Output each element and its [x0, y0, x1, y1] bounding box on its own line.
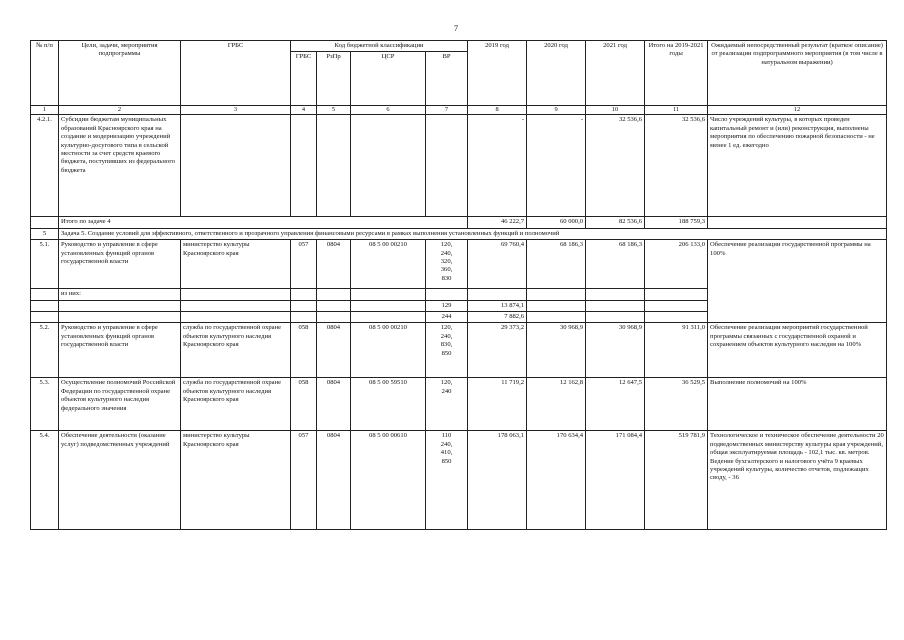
row-rzpr: 0804 — [317, 431, 351, 530]
row-goal: Осуществление полномочий Российской Федерации по государственной охране объектов культурного наследия федерального значения — [59, 378, 181, 431]
sub-2019: 13 874,1 — [468, 300, 527, 311]
vr-item: 120, — [440, 324, 453, 332]
vr-item: 120, — [440, 379, 453, 387]
sub-2021 — [586, 312, 645, 323]
header-row — [31, 41, 887, 52]
row-goal: Руководство и управление в сфере установленных функций органов государственной власти — [59, 240, 181, 289]
sub-csr — [351, 289, 426, 300]
vr-item: 240, — [440, 440, 453, 448]
col-number: 1 — [31, 106, 59, 115]
sub-total — [645, 289, 708, 300]
header-no: № п/п — [31, 41, 59, 106]
row-csr: 08 5 00 00210 — [351, 323, 426, 378]
row-grbs: служба по государственной охране объектов культурного наследия Красноярского края — [181, 378, 291, 431]
row-2021: 68 186,3 — [586, 240, 645, 289]
vr-item: 360, — [440, 266, 453, 274]
row-grbs: министерство культуры Красноярского края — [181, 431, 291, 530]
vr-item: 850 — [441, 349, 452, 357]
sub-no — [31, 289, 59, 300]
row-result: Обеспечение реализации государственной программы на 100% — [708, 240, 887, 323]
sub-2021 — [586, 300, 645, 311]
row-csr: 08 5 00 00610 — [351, 431, 426, 530]
sub-goal — [59, 312, 181, 323]
sub-grbs — [181, 312, 291, 323]
row-total: 206 133,0 — [645, 240, 708, 289]
header-sub-grbs: ГРБС — [291, 52, 317, 106]
row-vr — [426, 323, 468, 378]
total-no — [31, 217, 59, 228]
total-2019: 46 222,7 — [468, 217, 527, 228]
row-rzpr — [317, 115, 351, 217]
row-rzpr: 0804 — [317, 323, 351, 378]
task-text: Задача 5. Создание условий для эффективного, ответственного и прозрачного управления финансовыми ресурсами в рамках выполнения установленных функций и полномочий — [59, 228, 887, 239]
row-total: 91 311,0 — [645, 323, 708, 378]
row-code: 057 — [291, 431, 317, 530]
total-total: 188 759,3 — [645, 217, 708, 228]
page-number: 7 — [454, 24, 458, 33]
col-number: 9 — [527, 106, 586, 115]
sub-2019: 7 882,6 — [468, 312, 527, 323]
sub-goal — [59, 300, 181, 311]
row-grbs — [181, 115, 291, 217]
sub-rzpr — [317, 312, 351, 323]
row-total: 32 536,6 — [645, 115, 708, 217]
sub-grbs — [181, 289, 291, 300]
row-result: Выполнение полномочий на 100% — [708, 378, 887, 431]
task-row — [31, 228, 887, 239]
row-vr — [426, 240, 468, 289]
vr-item: 240 — [441, 387, 452, 395]
row-code: 057 — [291, 240, 317, 289]
table-row — [31, 431, 887, 530]
header-2020: 2020 год — [527, 41, 586, 106]
header-2019: 2019 год — [468, 41, 527, 106]
col-number: 2 — [59, 106, 181, 115]
col-number: 7 — [426, 106, 468, 115]
col-number: 6 — [351, 106, 426, 115]
row-2020: 68 186,3 — [527, 240, 586, 289]
row-no: 5.2. — [31, 323, 59, 378]
header-kbk: Код бюджетной классификации — [291, 41, 468, 52]
row-grbs: министерство культуры Красноярского края — [181, 240, 291, 289]
row-goal: Субсидии бюджетам муниципальных образований Красноярского края на создание и модернизацию учреждений культурно-досугового типа в сельской местности за счет средств краевого бюджета, поступивших из федерального бюджета — [59, 115, 181, 217]
header-sub-rzpr: РзПр — [317, 52, 351, 106]
row-no: 5.4. — [31, 431, 59, 530]
row-vr — [426, 378, 468, 431]
total-2020: 60 000,0 — [527, 217, 586, 228]
row-result: Число учреждений культуры, в которых проведен капитальный ремонт и (или) реконструкция, выполнены мероприятия по обеспечению пожарной безопасности - не менее 1 ед. ежегодно — [708, 115, 887, 217]
col-number: 3 — [181, 106, 291, 115]
row-2019: 11 719,2 — [468, 378, 527, 431]
row-code: 058 — [291, 378, 317, 431]
row-code — [291, 115, 317, 217]
vr-item: 110 — [441, 432, 452, 440]
sub-vr: 129 — [426, 300, 468, 311]
table-row — [31, 240, 887, 289]
sub-2020 — [527, 300, 586, 311]
row-rzpr: 0804 — [317, 240, 351, 289]
sub-csr — [351, 312, 426, 323]
row-result: Обеспечение реализации мероприятий государственной программы связанных с государственной охраной и сохранением объектов культурного наследия на 100% — [708, 323, 887, 378]
row-2019: 178 063,1 — [468, 431, 527, 530]
col-number: 4 — [291, 106, 317, 115]
row-vr — [426, 115, 468, 217]
sub-2020 — [527, 289, 586, 300]
sub-total — [645, 300, 708, 311]
header-grbs: ГРБС — [181, 41, 291, 106]
header-result: Ожидаемый непосредственный результат (краткое описание) от реализации подпрограммного мероприятия (в том числе в натуральном выражении) — [708, 41, 887, 106]
total-2021: 82 536,6 — [586, 217, 645, 228]
row-2020: 12 162,8 — [527, 378, 586, 431]
row-2020: 30 968,9 — [527, 323, 586, 378]
row-vr — [426, 431, 468, 530]
sub-2021 — [586, 289, 645, 300]
row-2021: 32 536,6 — [586, 115, 645, 217]
col-number: 11 — [645, 106, 708, 115]
row-code: 058 — [291, 323, 317, 378]
header-sub-csr: ЦСР — [351, 52, 426, 106]
vr-item: 850 — [441, 457, 452, 465]
sub-rzpr — [317, 300, 351, 311]
sub-code — [291, 312, 317, 323]
col-number: 10 — [586, 106, 645, 115]
row-2019: 29 373,2 — [468, 323, 527, 378]
sub-code — [291, 300, 317, 311]
budget-table — [30, 40, 887, 530]
sub-vr — [426, 289, 468, 300]
sub-code — [291, 289, 317, 300]
total-label: Итого по задаче 4 — [59, 217, 468, 228]
total-result — [708, 217, 887, 228]
sub-total — [645, 312, 708, 323]
col-number: 8 — [468, 106, 527, 115]
vr-item: 240, — [440, 332, 453, 340]
row-rzpr: 0804 — [317, 378, 351, 431]
sub-vr: 244 — [426, 312, 468, 323]
vr-item: 320, — [440, 258, 453, 266]
vr-item: 830 — [441, 274, 452, 282]
vr-item: 120, — [440, 241, 453, 249]
row-2021: 171 084,4 — [586, 431, 645, 530]
row-csr: 08 5 00 59510 — [351, 378, 426, 431]
sub-label: из них: — [59, 289, 181, 300]
column-number-row — [31, 106, 887, 115]
vr-item: 830, — [440, 341, 453, 349]
row-no: 5.3. — [31, 378, 59, 431]
row-grbs: служба по государственной охране объектов культурного наследия Красноярского края — [181, 323, 291, 378]
table-row — [31, 323, 887, 378]
table-row — [31, 115, 887, 217]
row-no: 4.2.1. — [31, 115, 59, 217]
sub-no — [31, 312, 59, 323]
header-goal: Цели, задачи, мероприятия подпрограммы — [59, 41, 181, 106]
task-no: 5 — [31, 228, 59, 239]
row-2019: - — [468, 115, 527, 217]
row-2020: - — [527, 115, 586, 217]
table-row — [31, 378, 887, 431]
row-total: 36 529,5 — [645, 378, 708, 431]
vr-item: 410, — [440, 449, 453, 457]
row-total: 519 781,9 — [645, 431, 708, 530]
header-total: Итого на 2019-2021 годы — [645, 41, 708, 106]
header-sub-vr: ВР — [426, 52, 468, 106]
sub-2019 — [468, 289, 527, 300]
vr-item: 240, — [440, 249, 453, 257]
sub-no — [31, 300, 59, 311]
row-csr: 08 5 00 00210 — [351, 240, 426, 289]
row-2021: 30 968,9 — [586, 323, 645, 378]
col-number: 5 — [317, 106, 351, 115]
row-goal: Руководство и управление в сфере установленных функций органов государственной власти — [59, 323, 181, 378]
row-result: Технологическое и техническое обеспечение деятельности 20 подведомственных министерству культуры края учреждений, общая эксплуатируемая площадь - 102,1 тыс. кв. метров. Ведение бухгалтерского и налогового учёта 9 краевых учреждений культуры, количество отчетов, подлежащих своду, - 36 — [708, 431, 887, 530]
sub-2020 — [527, 312, 586, 323]
row-2021: 12 647,5 — [586, 378, 645, 431]
sub-rzpr — [317, 289, 351, 300]
sub-csr — [351, 300, 426, 311]
row-2020: 170 634,4 — [527, 431, 586, 530]
row-2019: 69 760,4 — [468, 240, 527, 289]
row-goal: Обеспечение деятельности (оказание услуг) подведомственных учреждений — [59, 431, 181, 530]
col-number: 12 — [708, 106, 887, 115]
header-2021: 2021 год — [586, 41, 645, 106]
row-csr — [351, 115, 426, 217]
row-no: 5.1. — [31, 240, 59, 289]
sub-grbs — [181, 300, 291, 311]
table-row-total — [31, 217, 887, 228]
